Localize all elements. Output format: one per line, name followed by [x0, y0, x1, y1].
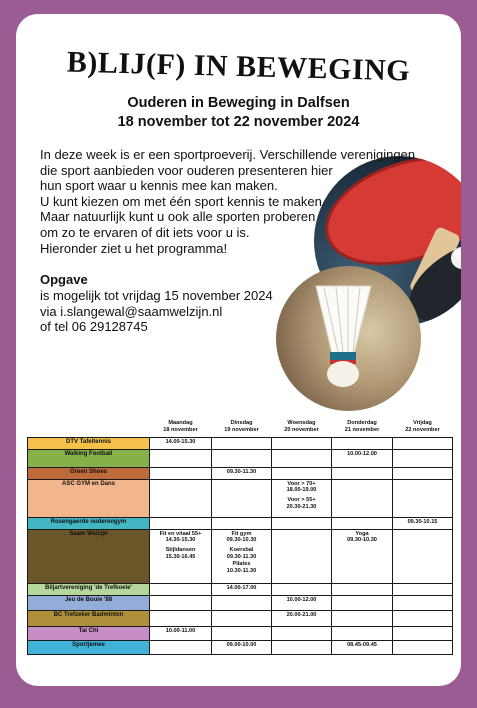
- schedule-day-header: [332, 418, 393, 437]
- schedule-header-row: [28, 418, 453, 437]
- day-name: Donderdag: [347, 420, 377, 426]
- schedule-day-header: [272, 418, 332, 437]
- schedule-cell: [150, 626, 212, 640]
- schedule-cell: [332, 610, 393, 626]
- intro-line: hun sport waar u kennis mee kan maken.: [40, 178, 278, 194]
- schedule-cell: [212, 583, 272, 595]
- schedule-cell: [332, 467, 393, 479]
- schedule-cell: [212, 595, 272, 610]
- schedule-row: [28, 610, 453, 626]
- schedule-cell: [150, 449, 212, 467]
- schedule-cell: [272, 529, 332, 583]
- opgave-line: is mogelijk tot vrijdag 15 november 2024: [40, 288, 273, 303]
- schedule-cell: [272, 626, 332, 640]
- schedule-cell: [150, 467, 212, 479]
- schedule-row: [28, 595, 453, 610]
- schedule-cell: [150, 437, 212, 449]
- cell-time: 09.30-10.30: [226, 537, 257, 544]
- schedule-row: [28, 449, 453, 467]
- opgave-text: [40, 288, 273, 335]
- schedule-cell: [393, 479, 453, 517]
- schedule-cell: [272, 517, 332, 529]
- schedule-cell: [332, 626, 393, 640]
- intro-line: die sport aanbieden voor ouderen presenteren hier: [40, 162, 333, 178]
- day-name: Vrijdag: [413, 420, 432, 426]
- schedule-cell: [272, 583, 332, 595]
- schedule-day-header: [212, 418, 272, 437]
- schedule-cell: [393, 517, 453, 529]
- schedule-cell: [393, 467, 453, 479]
- schedule-cell: [393, 437, 453, 449]
- schedule-cell: [332, 479, 393, 517]
- cell-time: Yoga: [355, 530, 369, 537]
- flyer-card: [16, 14, 461, 686]
- schedule-cell: [212, 437, 272, 449]
- cell-time: 10.00-11.00: [165, 627, 196, 634]
- shuttlecock-photo: [276, 266, 421, 411]
- schedule-day-header: [393, 418, 453, 437]
- activity-label: Jeu de Boule '88: [28, 595, 150, 610]
- schedule-cell: [212, 610, 272, 626]
- schedule-cell: [332, 449, 393, 467]
- schedule-cell: [332, 437, 393, 449]
- schedule-cell: [150, 583, 212, 595]
- opgave-phone: of tel 06 29128745: [40, 319, 148, 335]
- cell-time: 09.30-10.15: [407, 518, 438, 525]
- schedule-cell: [393, 610, 453, 626]
- intro-line: U kunt kiezen om met één sport kennis te maken.: [40, 193, 326, 209]
- subtitle-line-2: 18 november tot 22 november 2024: [117, 114, 360, 130]
- schedule-cell: [272, 437, 332, 449]
- schedule-row: [28, 467, 453, 479]
- schedule-row: [28, 640, 453, 654]
- activity-label: BC Trefzeker Badminton: [28, 610, 150, 626]
- intro-line: In deze week is er een sportproeverij. Verschillende verenigingen: [40, 147, 416, 162]
- activity-label: Walking Football: [28, 449, 150, 467]
- schedule-cell: [212, 467, 272, 479]
- schedule-table: [27, 418, 453, 655]
- cell-time: 09.00-10.00: [226, 641, 257, 648]
- schedule-cell: [332, 529, 393, 583]
- schedule-cell: [212, 517, 272, 529]
- day-name: Woensdag: [287, 420, 316, 426]
- activity-label: Rosengaerde ouderengym: [28, 517, 150, 529]
- schedule-cell: [332, 640, 393, 654]
- schedule-cell: [393, 529, 453, 583]
- schedule-cell: [393, 640, 453, 654]
- schedule-cell: [272, 610, 332, 626]
- intro-line: om zo te ervaren of dit iets voor u is.: [40, 224, 250, 240]
- flyer-title: B)LIJ(F) IN BEWEGING: [66, 45, 411, 88]
- activity-label: DTV Tafeltennis: [28, 437, 150, 449]
- schedule-cell: [393, 626, 453, 640]
- day-name: Maandag: [168, 420, 193, 426]
- day-date: 21 november: [344, 426, 380, 433]
- schedule-cell: [393, 595, 453, 610]
- schedule-cell: [272, 595, 332, 610]
- schedule-row: [28, 479, 453, 517]
- schedule-cell: [272, 640, 332, 654]
- schedule-header-empty: [28, 418, 150, 437]
- cell-time: Voor > 70+: [287, 480, 316, 487]
- activity-label: Green Shoes: [28, 467, 150, 479]
- schedule-row: [28, 529, 453, 583]
- schedule-cell: [393, 583, 453, 595]
- intro-line: Hieronder ziet u het programma!: [40, 240, 228, 256]
- cell-time: 15.30-16.45: [165, 553, 196, 560]
- day-date: 22 november: [405, 426, 440, 433]
- schedule-row: [28, 517, 453, 529]
- cell-time: 09.30-11.30: [226, 468, 257, 475]
- schedule-cell: [332, 595, 393, 610]
- cell-time: 20.30-21.30: [286, 503, 317, 510]
- schedule-cell: [212, 626, 272, 640]
- cell-time: Fit en vitaal 55+: [159, 530, 202, 537]
- activity-label: ASC GYM en Dans: [28, 479, 150, 517]
- cell-time: Stijldansen: [165, 547, 196, 554]
- subtitle-line-1: Ouderen in Beweging in Dalfsen: [127, 95, 350, 111]
- schedule-cell: [212, 449, 272, 467]
- activity-label: Biljartvereniging 'de Trefkoele': [28, 583, 150, 595]
- cell-time: 14.30-15.30: [165, 537, 196, 544]
- cell-time: 09.30-11.30: [226, 553, 257, 560]
- cell-time: 10.00-12.00: [286, 596, 317, 603]
- opgave-heading: Opgave: [40, 272, 88, 287]
- schedule-cell: [272, 467, 332, 479]
- schedule-cell: [393, 449, 453, 467]
- flyer-subtitle: [16, 94, 461, 132]
- schedule-cell: [150, 529, 212, 583]
- opgave-email[interactable]: via i.slangewal@saamwelzijn.nl: [40, 303, 223, 319]
- schedule-cell: [272, 479, 332, 517]
- schedule-cell: [332, 517, 393, 529]
- activity-label: Sportjemee: [28, 640, 150, 654]
- cell-time: 14.00-17.00: [226, 584, 257, 591]
- intro-line: Maar natuurlijk kunt u ook alle sporten proberen: [40, 209, 316, 225]
- schedule-cell: [212, 529, 272, 583]
- cell-time: Voor > 55+: [287, 497, 316, 504]
- day-date: 19 november: [224, 426, 259, 433]
- schedule-cell: [332, 583, 393, 595]
- day-name: Dinsdag: [230, 420, 253, 426]
- cell-time: Pilates: [232, 560, 251, 567]
- activity-label: Tai Chi: [28, 626, 150, 640]
- schedule-cell: [150, 610, 212, 626]
- schedule-cell: [150, 517, 212, 529]
- activity-label: Saam Welzijn: [28, 529, 150, 583]
- schedule-cell: [150, 640, 212, 654]
- cell-time: 10.00-12.00: [347, 450, 377, 457]
- day-date: 18 november: [163, 426, 198, 433]
- schedule-row: [28, 626, 453, 640]
- schedule-day-header: [150, 418, 212, 437]
- schedule-cell: [150, 595, 212, 610]
- cell-time: 08.45-09.45: [347, 641, 377, 648]
- cell-time: 20.00-21.00: [286, 611, 317, 618]
- schedule-row: [28, 437, 453, 449]
- schedule-cell: [150, 479, 212, 517]
- cell-time: 14.00-15.30: [165, 438, 196, 445]
- intro-text: [40, 147, 440, 256]
- cell-time: 09.30-10.30: [347, 537, 377, 544]
- schedule-row: [28, 583, 453, 595]
- cell-time: Koersbal: [229, 547, 254, 554]
- cell-time: 18.00-19.00: [286, 487, 317, 494]
- schedule-cell: [212, 479, 272, 517]
- schedule-cell: [212, 640, 272, 654]
- cell-time: Fit gym: [231, 530, 252, 537]
- day-date: 20 november: [284, 426, 319, 433]
- cell-time: 10.30-11.30: [226, 567, 257, 574]
- schedule-cell: [272, 449, 332, 467]
